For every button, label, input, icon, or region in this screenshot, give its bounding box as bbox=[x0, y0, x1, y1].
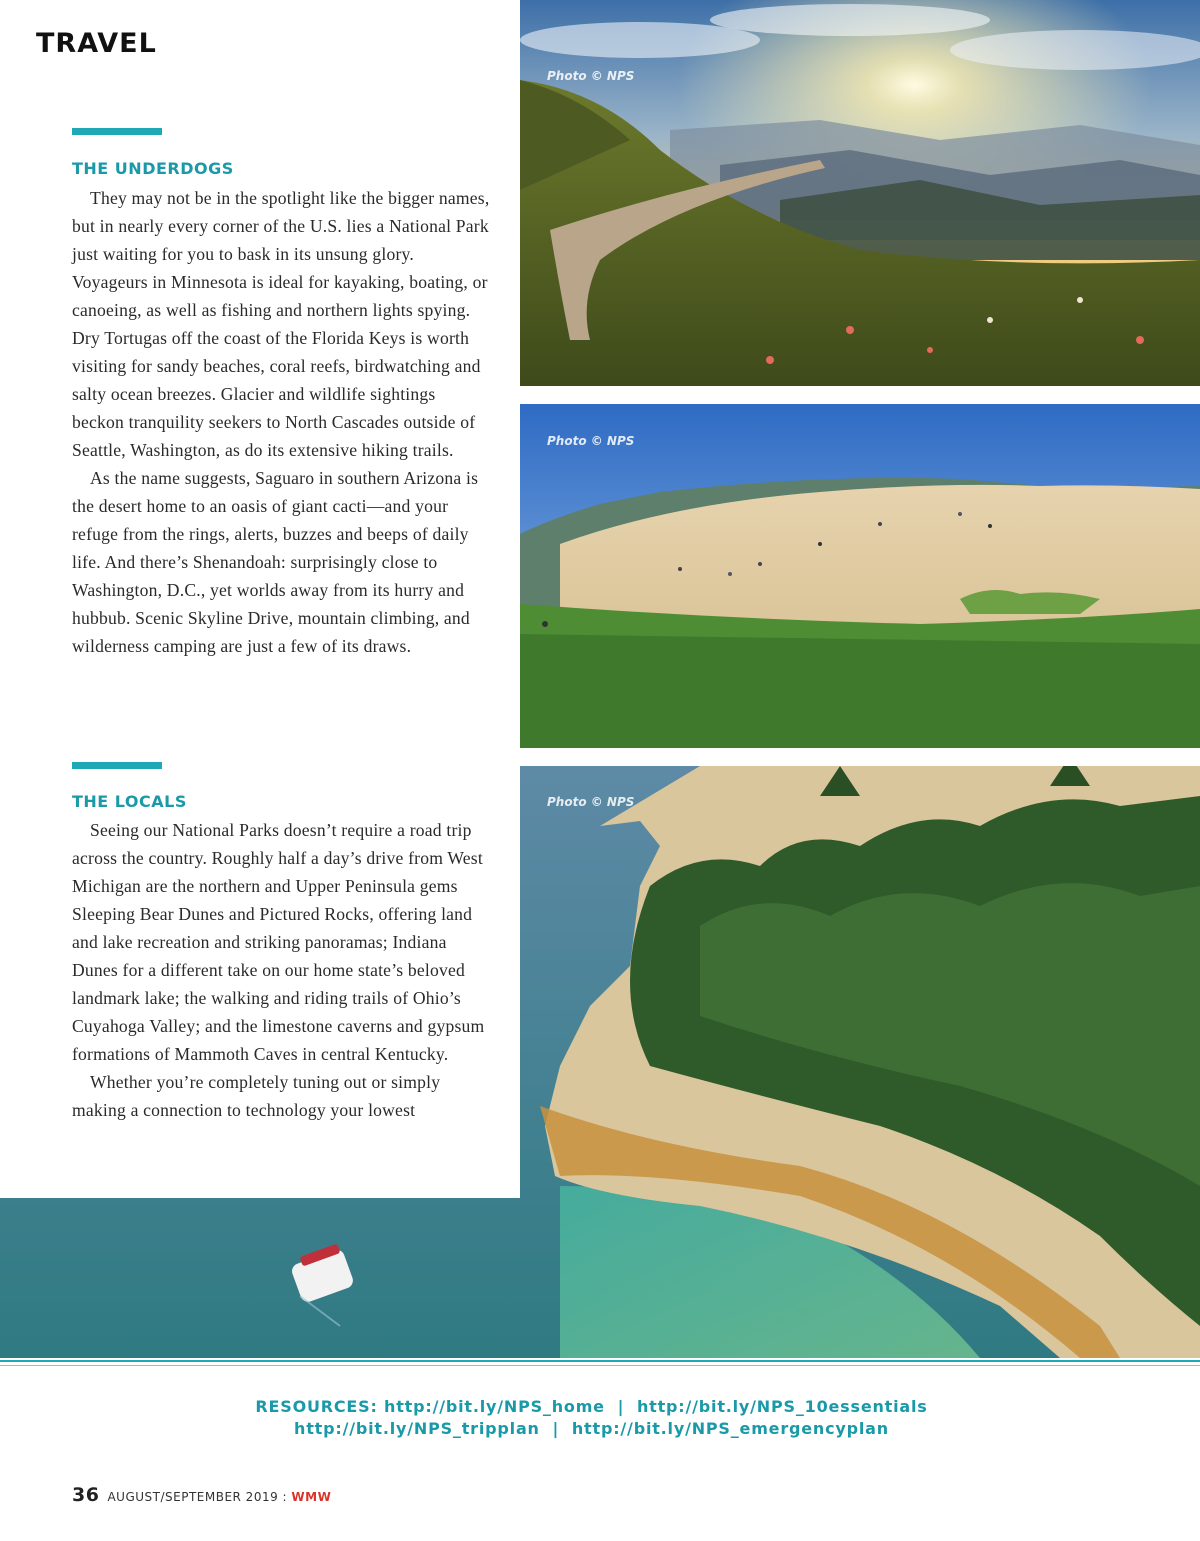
heading-locals: THE LOCALS bbox=[72, 792, 187, 811]
photo-mountain-sunset bbox=[520, 0, 1200, 386]
locals-paragraph-1: Seeing our National Parks doesn’t require a road trip across the country. Roughly half a day’s drive from West Michigan are the northern and Upper Peninsula gems Sleeping Bear Dunes and Pictured Rocks, offering land and lake recreation and striking panoramas; Indiana Dunes for a different take on our home state’s beloved landmark lake; the walking and riding trails of Ohio’s Cuyahoga Valley; and the limestone caverns and gypsum formations of Mammoth Caves in central Kentucky. bbox=[72, 820, 485, 1064]
locals-body bbox=[72, 816, 492, 1124]
accent-bar-underdogs bbox=[72, 128, 162, 135]
underdogs-paragraph-2: As the name suggests, Saguaro in southern Arizona is the desert home to an oasis of giant cacti—and your refuge from the rings, alerts, buzzes and beeps of daily life. And there’s Shenandoah: surprisingly close to Washington, D.C., yet worlds away from its hurry and hubbub. Scenic Skyline Drive, mountain climbing, and wilderness camping are just a few of its draws. bbox=[72, 468, 479, 656]
page-footer bbox=[72, 1484, 331, 1506]
section-label: TRAVEL bbox=[36, 28, 157, 59]
heading-underdogs: THE UNDERDOGS bbox=[72, 159, 234, 178]
page-number: 36 bbox=[72, 1484, 100, 1506]
photo-credit-2: Photo © NPS bbox=[547, 434, 635, 448]
photo-credit-3: Photo © NPS bbox=[547, 795, 635, 809]
brand-name: WMW bbox=[291, 1490, 332, 1504]
resources-line-1[interactable]: RESOURCES: http://bit.ly/NPS_home | http://bit.ly/NPS_10essentials bbox=[255, 1397, 928, 1416]
photo-sand-dune bbox=[520, 404, 1200, 748]
accent-bar-locals bbox=[72, 762, 162, 769]
divider-line-thin bbox=[0, 1365, 1200, 1366]
locals-paragraph-2: Whether you’re completely tuning out or simply making a connection to technology your lowest bbox=[72, 1072, 441, 1120]
underdogs-body bbox=[72, 184, 492, 660]
resources-line-2[interactable]: http://bit.ly/NPS_tripplan | http://bit.ly/NPS_emergencyplan bbox=[294, 1419, 889, 1438]
divider-line bbox=[0, 1360, 1200, 1362]
photo-credit-1: Photo © NPS bbox=[547, 69, 635, 83]
underdogs-paragraph-1: They may not be in the spotlight like the bigger names, but in nearly every corner of the U.S. lies a National Park just waiting for you to bask in its unsung glory. Voyageurs in Minnesota is ideal for kayaking, boating, or canoeing, as well as fishing and northern lights spying. Dry Tortugas off the coast of the Florida Keys is worth visiting for sandy beaches, coral reefs, birdwatching and salty ocean breezes. Glacier and wildlife sightings beckon tranquility seekers to North Cascades outside of Seattle, Washington, as do its extensive hiking trails. bbox=[72, 188, 490, 460]
issue-date: AUGUST/SEPTEMBER 2019 : bbox=[107, 1490, 292, 1504]
